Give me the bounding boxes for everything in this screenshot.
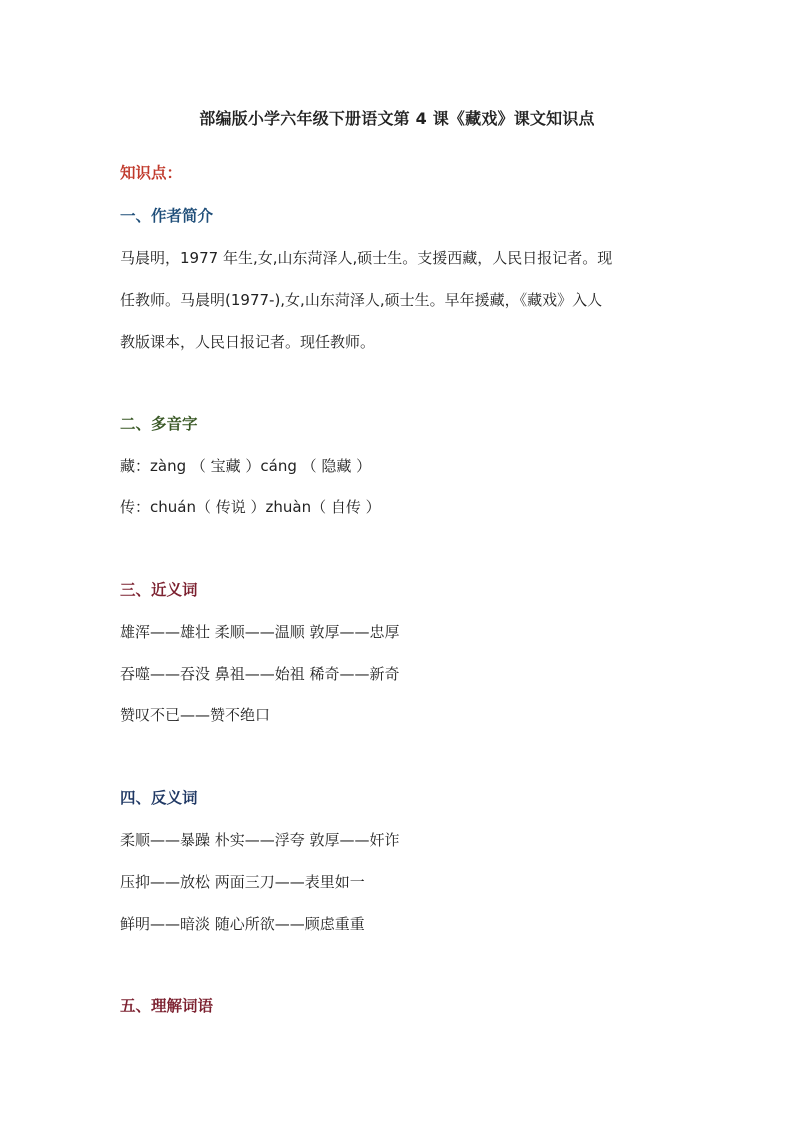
- polyphone-line-1: 藏：zàng （ 宝藏 ）cáng （ 隐藏 ）: [120, 457, 372, 475]
- antonym-line-1: 柔顺——暴躁 朴实——浮夸 敦厚——奸诈: [120, 831, 400, 849]
- section-heading-polyphones: 二、多音字: [120, 415, 198, 433]
- synonym-line-1: 雄浑——雄壮 柔顺——温顺 敦厚——忠厚: [120, 623, 400, 641]
- knowledge-label: 知识点：: [120, 164, 183, 182]
- antonym-line-3: 鲜明——暗淡 随心所欲——顾虑重重: [120, 915, 365, 933]
- document-title: 部编版小学六年级下册语文第 4 课《藏戏》课文知识点: [199, 109, 595, 128]
- synonym-line-2: 吞噬——吞没 鼻祖——始祖 稀奇——新奇: [120, 665, 400, 683]
- polyphone-line-2: 传：chuán（ 传说 ）zhuàn（ 自传 ）: [120, 498, 381, 516]
- author-text-line-1: 马晨明，1977 年生,女,山东菏泽人,硕士生。支援西藏，人民日报记者。现: [120, 249, 613, 267]
- section-heading-author: 一、作者简介: [120, 207, 214, 225]
- synonym-line-3: 赞叹不已——赞不绝口: [120, 706, 271, 724]
- author-text-line-2: 任教师。马晨明(1977-),女,山东菏泽人,硕士生。早年援藏，《藏戏》入人: [120, 291, 603, 309]
- author-text-line-3: 教版课本，人民日报记者。现任教师。: [120, 333, 376, 351]
- section-heading-synonyms: 三、近义词: [120, 581, 198, 599]
- antonym-line-2: 压抑——放松 两面三刀——表里如一: [120, 873, 365, 891]
- section-heading-word-meanings: 五、理解词语: [120, 997, 214, 1015]
- section-heading-antonyms: 四、反义词: [120, 789, 198, 807]
